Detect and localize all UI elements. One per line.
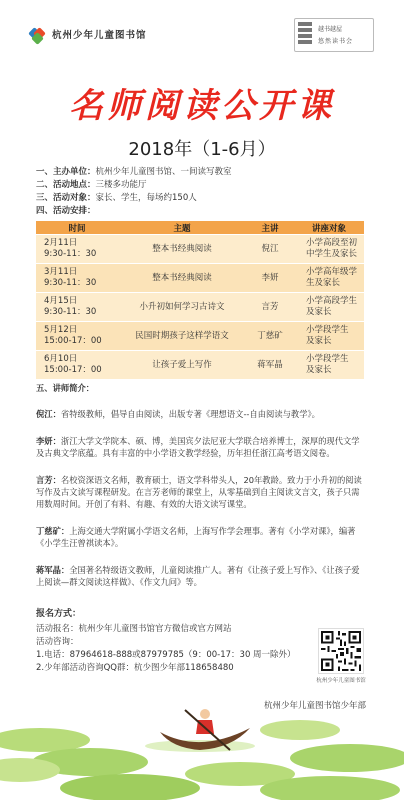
qr-caption: 杭州少年儿童图书馆 [316, 678, 366, 684]
session-audience [294, 264, 364, 293]
session-date: 6月10日 [44, 354, 78, 364]
teacher-bio [36, 564, 366, 589]
qr-code-icon[interactable] [318, 628, 364, 674]
lily-pad [60, 774, 200, 800]
session-speaker: 蒋军晶 [246, 351, 294, 380]
audience-line: 及家长 [306, 307, 332, 317]
table-row [36, 293, 364, 322]
session-hours: 9:30-11：30 [44, 307, 97, 317]
library-logo [30, 26, 147, 42]
lily-pad [260, 720, 340, 740]
audience-line: 小学段学生 [306, 325, 349, 335]
header-audience: 讲座对象 [294, 221, 364, 235]
session-topic: 小升初如何学习古诗文 [118, 293, 246, 322]
event-info [36, 166, 232, 218]
info-label: 四、活动安排： [36, 206, 96, 216]
signup-line: 活动报名：杭州少年儿童图书馆官方微信或官方网站 [36, 624, 232, 634]
audience-line: 小学高年级学 [306, 267, 358, 277]
session-audience [294, 293, 364, 322]
teacher-bio-text: 全国著名特级语文教师，儿童阅读推广人。著有《让孩子爱上写作》、《让孩子爱上阅读—群文阅读这样做》、《作文九问》等。 [36, 564, 360, 588]
info-value: 家长、学生，每场约150人 [95, 193, 197, 203]
teacher-name: 丁慈矿： [36, 525, 70, 536]
teacher-bio-text: 浙江大学文学院本、硕、博，美国宾夕法尼亚大学联合培养博士，深厚的现代文学及古典文学底蕴。具有丰富的中小学语文教学经验，历年担任浙江高考语文阅卷。 [36, 435, 360, 459]
reading-club-logo-line2: 悠然读书会 [318, 38, 354, 45]
signup-line: 2.少年部活动咨询QQ群：杭少图少年部118658480 [36, 663, 234, 673]
info-label: 一、主办单位： [36, 167, 96, 177]
teacher-intro [36, 382, 366, 602]
table-row [36, 351, 364, 380]
header-topic: 主题 [118, 221, 246, 235]
audience-line: 生及家长 [306, 278, 341, 288]
audience-line: 及家长 [306, 365, 332, 375]
session-time [36, 322, 118, 351]
info-schedule [36, 205, 232, 218]
poster-title: 名师阅读公开课 [69, 86, 335, 126]
session-hours: 15:00-17：00 [44, 365, 102, 375]
header-speaker: 主讲 [246, 221, 294, 235]
info-venue [36, 179, 232, 192]
teacher-name: 倪江： [36, 409, 61, 420]
session-audience [294, 351, 364, 380]
info-label: 三、活动对象： [36, 193, 96, 203]
audience-line: 小学段学生 [306, 354, 349, 364]
session-audience [294, 322, 364, 351]
lotus-pond-illustration [0, 670, 404, 800]
session-topic: 整本书经典阅读 [118, 235, 246, 264]
library-logo-text: 杭州少年儿童图书馆 [52, 30, 147, 41]
header-time: 时间 [36, 221, 118, 235]
info-value: 三楼多功能厅 [95, 180, 147, 190]
audience-line: 中学生及家长 [306, 249, 358, 259]
table-row [36, 235, 364, 264]
session-date: 2月11日 [44, 238, 78, 248]
session-hours: 9:30-11：30 [44, 278, 97, 288]
rower-head [200, 709, 210, 719]
teacher-bio-text: 上海交通大学附属小学语文名师，上海写作学会理事。著有《小学对课》，编著《小学生汪曾祺读本》。 [36, 525, 356, 549]
poster-subtitle: 2018年（1-6月） [128, 139, 276, 160]
session-hours: 15:00-17：00 [44, 336, 102, 346]
info-label: 二、活动地点： [36, 180, 96, 190]
signup-heading: 报名方式： [36, 609, 82, 619]
teacher-intro-heading: 五、讲师简介： [36, 383, 95, 393]
session-date: 4月15日 [44, 296, 78, 306]
teacher-bio-text: 名校资深语文名师，教育硕士，语文学科带头人，20年教龄。致力于小升初的阅读写作及古文读写课程研发。在言芳老师的课堂上，从零基础到自主阅读文言文，孩子只需用数周时间。开创了有料、有趣、有效的大语文读写课堂。 [36, 474, 362, 510]
session-hours: 9:30-11：30 [44, 249, 97, 259]
teacher-bio [36, 474, 366, 511]
info-audience [36, 192, 232, 205]
info-value: 杭州少年儿童图书馆、一间读写教室 [95, 167, 232, 177]
teacher-bio-text: 省特级教师，倡导自由阅读，出版专著《理想语文--自由阅读与教学》。 [60, 409, 320, 420]
teacher-bio [36, 525, 366, 550]
teacher-name: 言芳： [36, 474, 61, 485]
session-speaker: 李妍 [246, 264, 294, 293]
teacher-bio [36, 408, 366, 420]
signup-info [36, 608, 296, 675]
table-row [36, 264, 364, 293]
session-speaker: 倪江 [246, 235, 294, 264]
schedule-header-row [36, 221, 364, 235]
teacher-bio [36, 435, 366, 460]
table-row [36, 322, 364, 351]
session-audience [294, 235, 364, 264]
book-stack-icon [298, 22, 312, 48]
audience-line: 及家长 [306, 336, 332, 346]
teacher-name: 蒋军晶： [36, 564, 70, 575]
session-date: 3月11日 [44, 267, 78, 277]
session-time [36, 235, 118, 264]
organizer-name: 杭州少年儿童图书馆少年部 [263, 701, 366, 711]
session-speaker: 丁慈矿 [246, 322, 294, 351]
reading-club-logo [294, 18, 374, 52]
session-time [36, 264, 118, 293]
library-logo-icon [30, 26, 46, 42]
reading-club-logo-line1: 越书越屋 [318, 26, 343, 33]
session-topic: 民国时期孩子这样学语文 [118, 322, 246, 351]
signup-line: 1.电话：87964618-888或87979785（9：00-17：30 周一除外） [36, 650, 296, 660]
info-organizer [36, 166, 232, 179]
teacher-name: 李妍： [36, 435, 61, 446]
session-topic: 整本书经典阅读 [118, 264, 246, 293]
session-time [36, 351, 118, 380]
signup-line: 活动咨询： [36, 637, 79, 647]
audience-line: 小学高段至初 [306, 238, 358, 248]
session-date: 5月12日 [44, 325, 78, 335]
session-speaker: 言芳 [246, 293, 294, 322]
audience-line: 小学高段学生 [306, 296, 358, 306]
session-topic: 让孩子爱上写作 [118, 351, 246, 380]
schedule-table [36, 221, 364, 379]
lily-pad [290, 744, 404, 772]
session-time [36, 293, 118, 322]
